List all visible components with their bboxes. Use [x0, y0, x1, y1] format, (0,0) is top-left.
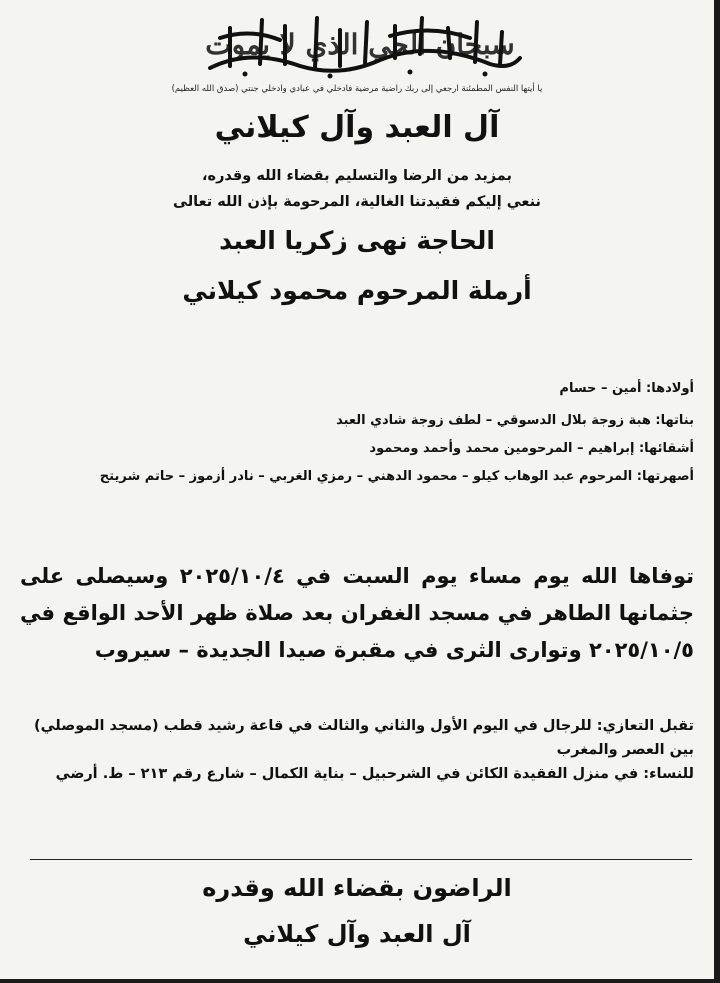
- intro-line-1: بمزيد من الرضا والتسليم بقضاء الله وقدره،: [202, 168, 512, 184]
- condolences: [20, 714, 694, 786]
- death-notice: توفاها الله يوم مساء يوم السبت في ٢٠٢٥/١٠/٤ وسيصلى على جثمانها الطاهر في مسجد الغفران بعد صلاة ظهر الأحد الواقع في ٢٠٢٥/١٠/٥ وتوارى الثرى في مقبرة صيدا الجديدة – سيروب: [20, 564, 694, 662]
- relatives-in-laws: أصهرتها: المرحوم عبد الوهاب كيلو – محمود الدهني – رمزي الغربي – نادر أزموز – حاتم شريتح: [99, 469, 694, 484]
- closing-family: آل العبد وآل كيلاني: [243, 920, 471, 948]
- deceased-name: الحاجة نهى زكريا العبد: [219, 226, 495, 255]
- condolences-men: تقبل التعازي: للرجال في اليوم الأول والثاني والثالث في قاعة رشيد قطب (مسجد الموصلي) بين العصر والمغرب: [33, 718, 694, 758]
- family-title: آل العبد وآل كيلاني: [214, 110, 500, 145]
- relatives-sons: أولادها: أمين – حسام: [559, 381, 694, 396]
- relatives-daughters: بناتها: هبة زوجة بلال الدسوقي – لطف زوجة شادي العبد: [336, 413, 694, 428]
- calligraphy-art: [190, 8, 530, 84]
- widow-of: أرملة المرحوم محمود كيلاني: [182, 276, 532, 305]
- quran-verse: يا أيتها النفس المطمئنة ارجعي إلى ربك راضية مرضية فادخلي في عبادي وادخلي جنتي (صدق الله العظيم): [171, 84, 543, 94]
- calligraphy-text: سبحان الحي الذي لا يموت: [205, 28, 515, 61]
- closing-line-1: الراضون بقضاء الله وقدره: [202, 874, 512, 902]
- condolences-women: للنساء: في منزل الفقيدة الكائن في الشرحبيل – بناية الكمال – شارع رقم ٢١٣ – ط. أرضي: [55, 766, 694, 782]
- calligraphy-emblem: [190, 8, 530, 84]
- divider: [30, 859, 692, 860]
- relatives-brothers: أشقائها: إبراهيم – المرحومين محمد وأحمد ومحمود: [369, 441, 694, 456]
- intro-line-2: ننعي إليكم فقيدتنا الغالية، المرحومة بإذن الله تعالى: [173, 194, 541, 210]
